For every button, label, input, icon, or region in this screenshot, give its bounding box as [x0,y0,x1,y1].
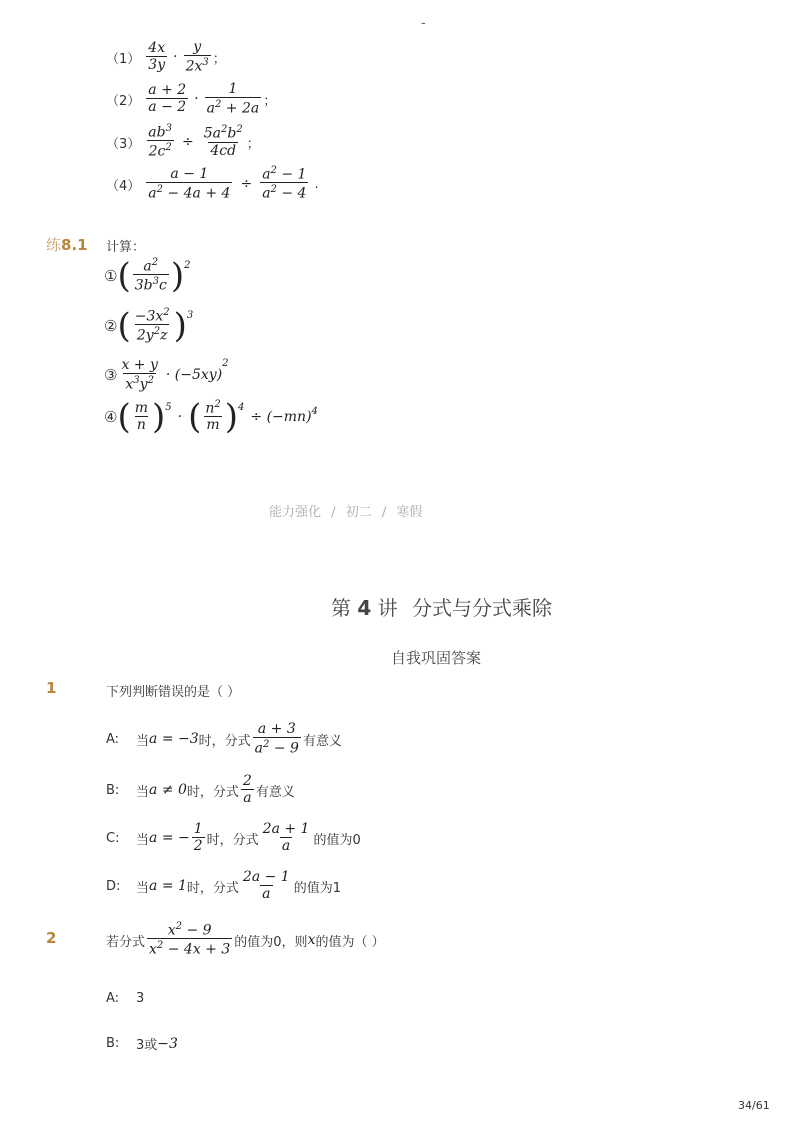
question-1-stem: 下列判断错误的是（ ） [106,685,241,700]
lecture-title: 第 4 讲 分式与分式乘除 [331,596,552,620]
practice-expr-4: ④ ( $\frac{m}{n}$ ) $^5$ · ( $\frac{n^2}{m}$ ) $^4$ ÷ (−mn) $^4$ [104,397,318,437]
lecture-subtitle: 自我巩固答案 [391,649,482,667]
practice-tag: 练8.1 [46,236,88,254]
practice-expr-1: ① ( $\frac{a^2}{3b^3c}$ ) $^2$ [104,256,191,297]
question-2-option-a[interactable]: A: 3 [106,991,145,1006]
problem-2: （2） $\frac{a + 2}{a - 2}$ · $\frac{1}{a^2 + 2a}$ ； [106,81,277,117]
practice-expr-3: ③ $\frac{x + y}{x^3y^2}$ · (−5xy) $^2$ [104,357,229,393]
practice-expr-2: ② ( $\frac{-3x^2}{2y^2z}$ ) $^3$ [104,306,194,347]
question-1-option-d[interactable]: D: 当 a = 1 时，分式 $\frac{2a - 1}{a}$ 的值为1 [106,869,341,902]
problem-3: （3） $\frac{ab^3}{2c^2}$ ÷ $\frac{5a^2b^2}{4cd}$ ； [106,123,260,160]
header-mark: - [421,16,426,31]
question-2-stem: 若分式 $\frac{x^2 - 9}{x^2 - 4x + 3}$ 的值为0，则 x 的值为（ ） [106,921,385,958]
question-1-option-c[interactable]: C: 当 a = − $\frac{1}{2}$ 时，分式 $\frac{2a + 1}{a}$ 的值为0 [106,821,361,854]
question-2-option-b[interactable]: B: 3或 −3 [106,1035,178,1053]
problem-4: （4） $\frac{a - 1}{a^2 - 4a + 4}$ ÷ $\frac{a^2 - 1}{a^2 - 4}$ . [106,165,319,202]
question-1-number: 1 [46,679,57,697]
problem-1: （1） $\frac{4x}{3y}$ · $\frac{y}{2x^3}$ ； [106,39,226,75]
practice-instruction: 计算： [106,240,146,255]
question-1-option-b[interactable]: B: 当 a ≠ 0 时，分式 $\frac{2}{a}$ 有意义 [106,773,295,806]
page-number: 34/61 [738,1099,770,1112]
page-footer: 能力强化 / 初二 / 寒假 [269,505,423,520]
question-2-number: 2 [46,929,57,947]
question-1-option-a[interactable]: A: 当 a = −3 时，分式 $\frac{a + 3}{a^2 - 9}$ 有意义 [106,721,342,757]
